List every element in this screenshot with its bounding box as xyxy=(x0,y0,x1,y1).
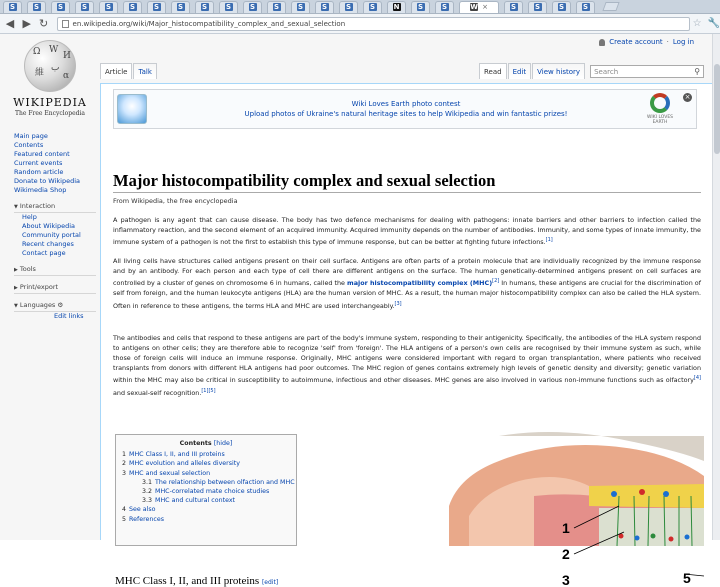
create-account-link[interactable]: Create account xyxy=(609,38,663,46)
tab-favicon-icon: S xyxy=(57,3,64,11)
interaction-list xyxy=(14,213,96,258)
browser-tab[interactable] xyxy=(99,1,118,13)
edit-links-link[interactable]: Edit links xyxy=(54,312,84,320)
toc-text[interactable]: MHC evolution and alleles diversity xyxy=(129,460,240,468)
banner-photo-icon xyxy=(117,94,147,124)
figure-label-1: 1 xyxy=(562,520,570,536)
sidebar-item-shop[interactable]: Wikimedia Shop xyxy=(14,186,67,194)
tab-favicon-icon: S xyxy=(582,3,589,11)
tab-read[interactable]: Read xyxy=(479,63,507,79)
separator: · xyxy=(666,38,669,46)
wordmark: WIKIPEDIA xyxy=(13,96,87,109)
central-notice-banner[interactable] xyxy=(113,89,697,129)
close-icon[interactable]: × xyxy=(684,93,691,101)
olfactory-diagram xyxy=(439,436,704,587)
toc-text[interactable]: MHC and sexual selection xyxy=(129,469,211,477)
browser-tab[interactable] xyxy=(576,1,595,13)
figure-label-5: 5 xyxy=(683,570,691,586)
toc-number: 3.1 xyxy=(142,478,153,486)
search-input[interactable] xyxy=(590,65,704,78)
sidebar-item-recent-changes[interactable]: Recent changes xyxy=(22,240,74,248)
forward-button[interactable]: ▶ xyxy=(22,17,31,30)
browser-tab[interactable] xyxy=(411,1,430,13)
personal-tools xyxy=(599,38,694,46)
article-content xyxy=(100,83,712,587)
tab-favicon-icon: S xyxy=(9,3,16,11)
browser-tab[interactable] xyxy=(339,1,358,13)
puzzle-glyph: ب xyxy=(51,63,60,73)
toc-text[interactable]: See also xyxy=(129,506,156,514)
search-icon[interactable]: ⚲ xyxy=(694,67,701,76)
reference-link[interactable]: [2] xyxy=(492,278,500,285)
browser-tab[interactable] xyxy=(291,1,310,13)
toc-text[interactable]: MHC and cultural context xyxy=(155,497,236,505)
sidebar-item-community-portal[interactable]: Community portal xyxy=(22,231,81,239)
site-subtitle: From Wikipedia, the free encyclopedia xyxy=(113,197,238,205)
browser-tab[interactable] xyxy=(387,1,406,13)
browser-tab[interactable] xyxy=(3,1,22,13)
puzzle-glyph: W xyxy=(49,45,59,55)
figure-label-2: 2 xyxy=(562,546,570,562)
tab-favicon-icon: S xyxy=(558,3,565,11)
tab-favicon-icon: S xyxy=(273,3,280,11)
gear-icon[interactable]: ⚙ xyxy=(57,301,64,309)
toc-number: 5 xyxy=(122,515,127,523)
tab-article[interactable]: Article xyxy=(100,63,132,79)
browser-tab[interactable] xyxy=(243,1,262,13)
wiki-loves-earth-logo xyxy=(646,93,674,127)
toc-number: 2 xyxy=(122,460,127,468)
toc-item[interactable] xyxy=(122,459,290,468)
browser-tab[interactable] xyxy=(552,1,571,13)
paragraph-3: The antibodies and cells that respond to these antigens are part of the body's immune system, responding to their antigenicity. Specifically, the antibodies of the HLA system respond to antigens on other cells; they are therefore able to recognize 'self' from 'foreign'. The HLA antigens of a person's own cells are recognised by their immune system as such, while those of foreign cells will induce an immune response. Originally, MHC antigens were considered important with regard to organ transplantation, where patients who received transplants from donors with different HLA antigens had poor outcomes. The MHC region of genes contains extremely high levels of genetic density and diversity; genetic variation within the MHC may also be critical in susceptibility to autoimmune, infectious and other diseases. MHC genes are also involved in various non-immune functions such as olfactory[4] and sexual-self recognition.[1][5] xyxy=(113,334,701,397)
paragraph-2: All living cells have structures called antigens present on their cell surface. Antigens are often parts of a protein molecule that are individually recognized by the immune response and by an antibody. For each person and each type of cell there are different antigens on the surface. The human genetically-determined antigens present on cell surfaces are controlled by a cluster of genes on chromosome 6 in humans, called the major histocompatibility complex (MHC)[2] In humans, these antigens are crucial for the discrimination of self from foreign, and the human leukocyte antigens (HLA) are the human version of MHC. As a result, the human major histocompatibility complex can also be called the HLA system. Often in reference to these antigens, the terms HLA and MHC are used interchangeably.[3] xyxy=(113,257,701,310)
collapsed-triangle-icon: ▶ xyxy=(14,285,18,291)
sidebar-item-donate[interactable]: Donate to Wikipedia xyxy=(14,177,80,185)
browser-tab[interactable] xyxy=(315,1,334,13)
search-placeholder: Search xyxy=(594,67,619,76)
puzzle-glyph: Ω xyxy=(33,47,41,57)
tab-favicon-icon: S xyxy=(249,3,256,11)
paragraph-1: A pathogen is any agent that can cause disease. The body has two defence mechanisms for dealing with pathogens: innate barriers and other barriers to infection called the inflammatory reaction, and the second element of an acquired immunity. Acquired immunity depends on the number of antibodies. Immunity, and some types of innate immunity, the immune system of a pathogen is not the first to establish this type of immune response, but can be better at fighting future infections.[1] xyxy=(113,216,701,247)
tab-favicon-icon: S xyxy=(201,3,208,11)
toc-item[interactable] xyxy=(122,478,295,487)
browser-tab-active[interactable] xyxy=(459,1,499,13)
sidebar-item-about[interactable]: About Wikipedia xyxy=(22,222,75,230)
tab-talk[interactable]: Talk xyxy=(133,63,156,79)
url-text[interactable]: en.wikipedia.org/wiki/Major_histocompatibility_complex_and_sexual_selection xyxy=(72,19,346,28)
sidebar xyxy=(14,132,96,321)
banner-headline[interactable]: Wiki Loves Earth photo contest xyxy=(351,100,461,108)
toc-item[interactable] xyxy=(122,515,290,524)
tab-favicon-icon: W xyxy=(470,3,478,11)
banner-text[interactable]: Upload photos of Ukraine's natural heritage sites to help Wikipedia and win fantastic prizes! xyxy=(244,110,568,118)
tab-favicon-icon: S xyxy=(225,3,232,11)
toc-title: Contents [hide] xyxy=(179,440,233,447)
tools-heading[interactable]: ▶ Tools xyxy=(14,264,96,276)
sidebar-item-current-events[interactable]: Current events xyxy=(14,159,63,167)
user-icon xyxy=(599,39,605,46)
page-viewport xyxy=(0,34,712,587)
browser-toolbar xyxy=(0,14,720,34)
browser-tab[interactable] xyxy=(504,1,523,13)
toc-number: 1 xyxy=(122,451,127,459)
print-export-heading[interactable]: ▶ Print/export xyxy=(14,282,96,294)
browser-tab[interactable] xyxy=(27,1,46,13)
languages-heading[interactable]: ▼ Languages ⚙ xyxy=(14,300,96,312)
sidebar-item-contact[interactable]: Contact page xyxy=(22,249,66,257)
wle-label: WIKI LOVES EARTH xyxy=(646,115,674,125)
tab-favicon-icon: S xyxy=(417,3,424,11)
browser-tab[interactable] xyxy=(267,1,286,13)
new-tab-button[interactable] xyxy=(602,2,619,11)
toc-item[interactable] xyxy=(122,496,290,505)
title-divider xyxy=(113,192,701,193)
browser-tab[interactable] xyxy=(51,1,70,13)
tab-close-icon[interactable]: × xyxy=(482,3,488,11)
browser-tab[interactable] xyxy=(219,1,238,13)
mhc-link[interactable]: major histocompatibility complex (MHC) xyxy=(347,279,493,288)
toc-text[interactable]: MHC Class I, II, and III proteins xyxy=(129,451,225,459)
browser-tab[interactable] xyxy=(147,1,166,13)
toc-text[interactable]: References xyxy=(129,515,165,523)
tab-favicon-icon: S xyxy=(441,3,448,11)
browser-tab-strip xyxy=(0,0,720,14)
tab-favicon-icon: N xyxy=(393,3,400,11)
toc-item[interactable] xyxy=(122,469,290,478)
tab-favicon-icon: S xyxy=(153,3,160,11)
interaction-heading[interactable]: ▼ Interaction xyxy=(14,201,96,213)
sidebar-item-main-page[interactable]: Main page xyxy=(14,132,48,140)
view-tabs xyxy=(479,63,704,79)
toc-number: 3.3 xyxy=(142,497,153,505)
tab-favicon-icon: S xyxy=(33,3,40,11)
section-edit-link[interactable]: [edit] xyxy=(261,579,279,586)
scrollbar-thumb[interactable] xyxy=(714,64,720,154)
puzzle-glyph: 維 xyxy=(35,68,45,78)
tagline: The Free Encyclopedia xyxy=(15,110,85,117)
browser-tab[interactable] xyxy=(195,1,214,13)
browser-tab[interactable] xyxy=(123,1,142,13)
olfactory-system-figure[interactable] xyxy=(439,436,704,587)
toc-hide-toggle[interactable]: [hide] xyxy=(213,440,233,447)
toc-item[interactable] xyxy=(122,505,290,514)
toc-item[interactable] xyxy=(122,487,290,496)
reload-button[interactable]: ↻ xyxy=(39,17,49,30)
puzzle-glyph: И xyxy=(63,51,71,61)
expand-triangle-icon: ▼ xyxy=(14,303,18,309)
collapsed-triangle-icon: ▶ xyxy=(14,267,18,273)
puzzle-globe-icon xyxy=(24,40,76,92)
tab-favicon-icon: S xyxy=(105,3,112,11)
tab-favicon-icon: S xyxy=(81,3,88,11)
browser-tab[interactable] xyxy=(75,1,94,13)
tab-favicon-icon: S xyxy=(129,3,136,11)
browser-tab[interactable] xyxy=(435,1,454,13)
tab-favicon-icon: S xyxy=(534,3,541,11)
back-button[interactable]: ◀ xyxy=(5,17,15,30)
sidebar-item-random-article[interactable]: Random article xyxy=(14,168,64,176)
browser-tab[interactable] xyxy=(528,1,547,13)
vertical-scrollbar[interactable] xyxy=(712,34,720,540)
reference-link[interactable]: [3] xyxy=(394,300,402,307)
page-title: Major histocompatibility complex and sexual selection xyxy=(113,171,496,190)
sidebar-item-help[interactable]: Help xyxy=(22,213,37,221)
sidebar-navigation xyxy=(14,132,96,195)
wikipedia-logo[interactable] xyxy=(10,40,90,124)
tab-favicon-icon: S xyxy=(297,3,304,11)
figure-label-3: 3 xyxy=(562,572,570,587)
tab-favicon-icon: S xyxy=(369,3,376,11)
reference-link[interactable]: [1][5] xyxy=(201,387,216,394)
table-of-contents xyxy=(115,434,297,546)
section-heading: MHC Class I, II, and III proteins [edit] xyxy=(115,575,279,587)
sidebar-item-featured-content[interactable]: Featured content xyxy=(14,150,70,158)
browser-tab[interactable] xyxy=(171,1,190,13)
toc-number: 4 xyxy=(122,506,127,514)
reference-link[interactable]: [1] xyxy=(545,237,553,244)
toc-number: 3.2 xyxy=(142,488,153,496)
tab-favicon-icon: S xyxy=(177,3,184,11)
toc-item[interactable] xyxy=(122,450,290,459)
toc-text[interactable]: MHC-correlated mate choice studies xyxy=(155,488,270,496)
bookmark-star-icon[interactable]: ☆ xyxy=(692,18,702,29)
tab-favicon-icon: S xyxy=(345,3,352,11)
wle-ring-icon xyxy=(650,93,670,113)
puzzle-glyph: α xyxy=(63,71,70,81)
login-link[interactable]: Log in xyxy=(672,38,694,46)
namespace-tabs xyxy=(100,63,158,79)
toc-text[interactable]: The relationship between olfaction and MHC xyxy=(155,478,295,486)
sidebar-item-contents[interactable]: Contents xyxy=(14,141,44,149)
tab-favicon-icon: S xyxy=(510,3,517,11)
address-bar[interactable] xyxy=(57,17,690,31)
browser-tab[interactable] xyxy=(363,1,382,13)
expand-triangle-icon: ▼ xyxy=(14,204,18,210)
toc-number: 3 xyxy=(122,469,127,477)
tab-favicon-icon: S xyxy=(321,3,328,11)
wrench-menu-icon[interactable]: 🔧 xyxy=(707,18,720,29)
page-icon xyxy=(62,20,69,28)
reference-link[interactable]: [4] xyxy=(693,375,701,382)
tab-edit[interactable]: Edit xyxy=(508,63,532,79)
tab-view-history[interactable]: View history xyxy=(532,63,585,79)
